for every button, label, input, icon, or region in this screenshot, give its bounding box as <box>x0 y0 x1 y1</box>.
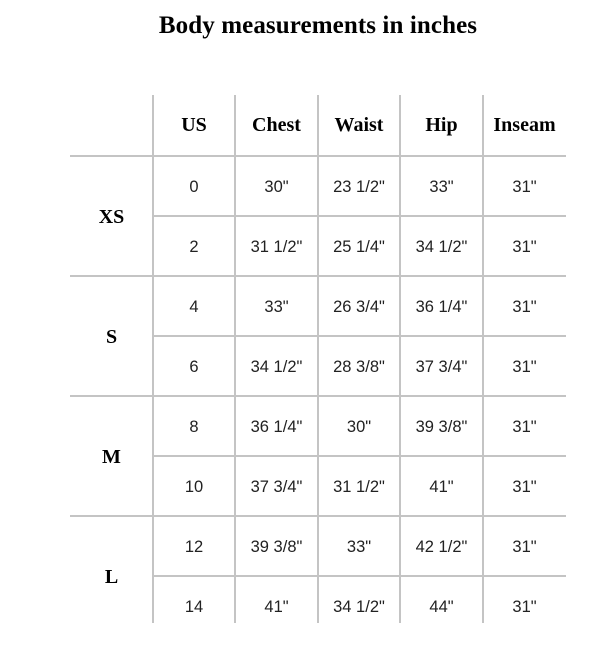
cell-inseam: 31" <box>512 357 537 376</box>
cell-waist: 25 1/4" <box>333 237 385 256</box>
column-header-chest: Chest <box>252 113 301 136</box>
cell-waist: 34 1/2" <box>333 597 385 616</box>
cell-hip: 36 1/4" <box>415 297 468 316</box>
cell-us: 8 <box>189 417 199 436</box>
cell-inseam: 31" <box>512 417 537 436</box>
cell-us: 2 <box>189 237 199 256</box>
size-label: M <box>102 445 121 468</box>
cell-inseam: 31" <box>512 297 537 316</box>
cell-waist: 33" <box>346 537 372 556</box>
column-header-us: US <box>181 113 207 136</box>
cell-hip: 37 3/4" <box>415 357 468 376</box>
column-header-inseam: Inseam <box>493 113 556 136</box>
column-divider <box>399 95 401 623</box>
cell-inseam: 31" <box>512 597 537 616</box>
cell-us: 10 <box>184 477 204 496</box>
cell-chest: 30" <box>264 177 289 196</box>
cell-hip: 44" <box>429 597 454 616</box>
cell-waist: 30" <box>346 417 372 436</box>
cell-hip: 34 1/2" <box>415 237 468 256</box>
column-divider <box>152 95 154 623</box>
cell-hip: 42 1/2" <box>415 537 468 556</box>
size-label: XS <box>98 205 125 228</box>
cell-us: 6 <box>189 357 199 376</box>
cell-us: 14 <box>184 597 204 616</box>
column-divider <box>234 95 236 623</box>
cell-waist: 28 3/8" <box>333 357 385 376</box>
cell-waist: 31 1/2" <box>333 477 385 496</box>
cell-chest: 41" <box>264 597 289 616</box>
cell-chest: 31 1/2" <box>250 237 303 256</box>
cell-inseam: 31" <box>512 477 537 496</box>
cell-chest: 37 3/4" <box>250 477 303 496</box>
size-label: S <box>105 325 118 348</box>
cell-inseam: 31" <box>512 537 537 556</box>
cell-inseam: 31" <box>512 237 537 256</box>
cell-hip: 39 3/8" <box>415 417 468 436</box>
cell-hip: 41" <box>429 477 454 496</box>
column-divider <box>317 95 319 623</box>
cell-hip: 33" <box>429 177 454 196</box>
cell-waist: 26 3/4" <box>333 297 385 316</box>
cell-chest: 39 3/8" <box>250 537 303 556</box>
cell-inseam: 31" <box>512 177 537 196</box>
cell-us: 12 <box>184 537 204 556</box>
column-header-hip: Hip <box>425 113 458 136</box>
column-header-waist: Waist <box>334 113 384 136</box>
size-label: L <box>104 565 119 588</box>
cell-us: 4 <box>189 297 199 316</box>
page-title: Body measurements in inches <box>158 12 478 39</box>
cell-us: 0 <box>189 177 199 196</box>
cell-waist: 23 1/2" <box>333 177 385 196</box>
cell-chest: 33" <box>264 297 289 316</box>
cell-chest: 34 1/2" <box>250 357 303 376</box>
cell-chest: 36 1/4" <box>250 417 303 436</box>
column-divider <box>482 95 484 623</box>
